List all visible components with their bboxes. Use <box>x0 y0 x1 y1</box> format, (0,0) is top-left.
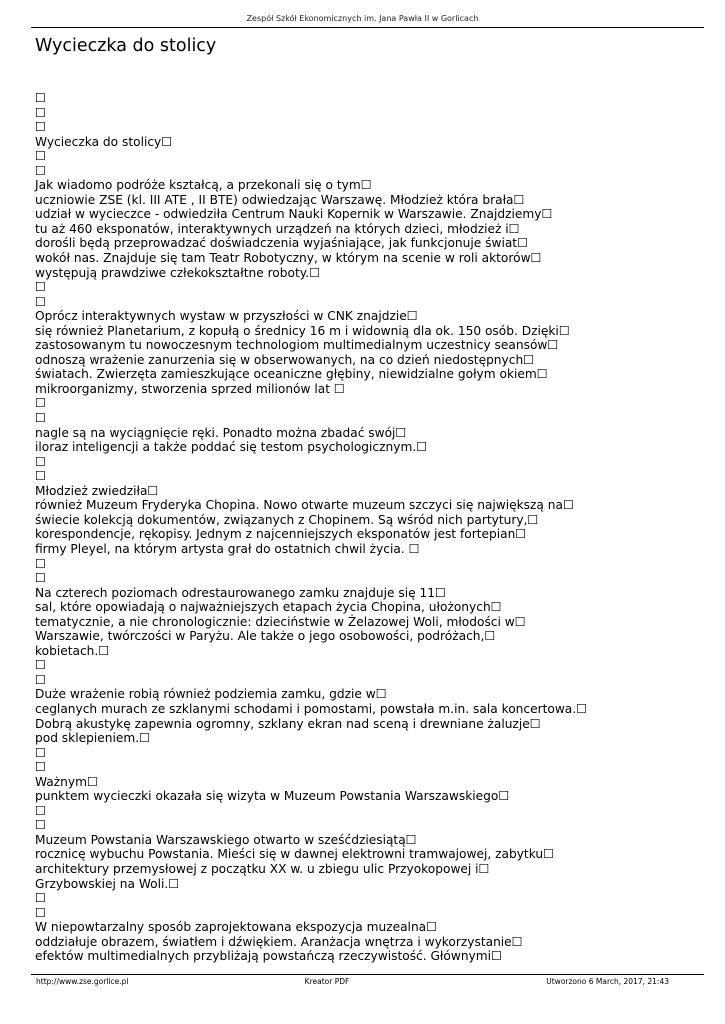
text-line: iloraz inteligencji a także poddać się testom psychologicznym.☐ <box>35 440 428 455</box>
header-divider <box>31 27 704 28</box>
text-line: świecie kolekcją dokumentów, związanych z Chopinem. Są wśród nich partytury,☐ <box>35 512 539 527</box>
text-line: światach. Zwierzęta zamieszkujące oceaniczne głębiny, niewidzialne gołym okiem☐ <box>35 367 548 382</box>
text-line: Jak wiadomo podróże kształcą, a przekonali się o tym☐ <box>35 178 372 193</box>
text-line: się również Planetarium, z kopułą o średnicy 16 m i widownią dla ok. 150 osób. Dzięki☐ <box>35 323 570 338</box>
text-line: zastosowanym tu nowoczesnym technologiom multimedialnym uczestnicy seansów☐ <box>35 338 559 353</box>
text-line: ☐ <box>35 163 46 178</box>
footer-generator: Kreator PDF <box>304 977 350 986</box>
text-line: ☐ <box>35 556 46 571</box>
text-line: Oprócz interaktywnych wystaw w przyszłości w CNK znajdzie☐ <box>35 309 418 324</box>
text-line: Ważnym☐ <box>35 774 98 789</box>
text-line: ☐ <box>35 411 46 426</box>
text-line: pod sklepieniem.☐ <box>35 731 150 746</box>
text-line: ☐ <box>35 818 46 833</box>
text-line: ☐ <box>35 294 46 309</box>
text-line: nagle są na wyciągnięcie ręki. Ponadto można zbadać swój☐ <box>35 425 407 440</box>
text-line: wokół nas. Znajduje się tam Teatr Robotyczny, w którym na scenie w roli aktorów☐ <box>35 251 542 266</box>
text-line: punktem wycieczki okazała się wizyta w Muzeum Powstania Warszawskiego☐ <box>35 789 510 804</box>
text-line: Dobrą akustykę zapewnia ogromny, szklany ekran nad sceną i drewniane żaluzje☐ <box>35 716 541 731</box>
text-line: Młodzież zwiedziła☐ <box>35 483 159 498</box>
text-line: rocznicę wybuchu Powstania. Mieści się w dawnej elektrowni tramwajowej, zabytku☐ <box>35 847 555 862</box>
text-line: architektury przemysłowej z początku XX w. u zbiegu ulic Przyokopowej i☐ <box>35 861 490 876</box>
text-line: tu aż 460 eksponatów, interaktywnych urządzeń na których dzieci, młodzież i☐ <box>35 221 520 236</box>
text-line: oddziałuje obrazem, światłem i dźwiękiem. Aranżacja wnętrza i wykorzystanie☐ <box>35 934 523 949</box>
text-line: ☐ <box>35 396 46 411</box>
footer-url: http://www.zse.gorlice.pl <box>36 977 129 986</box>
text-line: Duże wrażenie robią również podziemia zamku, gdzie w☐ <box>35 687 387 702</box>
page-title: Wycieczka do stolicy <box>35 36 217 56</box>
text-line: ☐ <box>35 454 46 469</box>
text-line: Warszawie, twórczości w Paryżu. Ale także o jego osobowości, podróżach,☐ <box>35 629 496 644</box>
text-line: ☐ <box>35 120 46 135</box>
text-line: ☐ <box>35 469 46 484</box>
article-body <box>35 91 695 964</box>
text-line: ☐ <box>35 105 46 120</box>
text-line: W niepowtarzalny sposób zaprojektowana ekspozycja muzealna☐ <box>35 920 438 935</box>
text-line: występują prawdziwe człekokształtne roboty.☐ <box>35 265 321 280</box>
text-line: tematycznie, a nie chronologicznie: dzieciństwie w Żelazowej Woli, młodości w☐ <box>35 614 526 629</box>
footer-divider <box>31 974 704 975</box>
text-line: uczniowie ZSE (kl. III ATE , II BTE) odwiedzając Warszawę. Młodzież która brała☐ <box>35 192 525 207</box>
text-line: również Muzeum Fryderyka Chopina. Nowo otwarte muzeum szczyci się największą na☐ <box>35 498 574 513</box>
text-line: ☐ <box>35 745 46 760</box>
text-line: Grzybowskiej na Woli.☐ <box>35 876 180 891</box>
text-line: sal, które opowiadają o najważniejszych etapach życia Chopina, ułożonych☐ <box>35 600 502 615</box>
text-line: Wycieczka do stolicy☐ <box>35 134 173 149</box>
text-line: kobietach.☐ <box>35 643 110 658</box>
text-line: Muzeum Powstania Warszawskiego otwarto w sześćdziesiątą☐ <box>35 832 417 847</box>
text-line: ☐ <box>35 149 46 164</box>
text-line: mikroorganizmy, stworzenia sprzed milionów lat ☐ <box>35 381 345 396</box>
text-line: udział w wycieczce - odwiedziła Centrum Nauki Kopernik w Warszawie. Znajdziemy☐ <box>35 207 553 222</box>
text-line: ☐ <box>35 91 46 105</box>
text-line: ☐ <box>35 571 46 586</box>
text-line: Na czterech poziomach odrestaurowanego zamku znajduje się 11☐ <box>35 585 446 600</box>
text-line: ☐ <box>35 760 46 775</box>
text-line: odnoszą wrażenie zanurzenia się w obserwowanych, na co dzień niedostępnych☐ <box>35 352 535 367</box>
text-line: ☐ <box>35 905 46 920</box>
text-line: ☐ <box>35 891 46 906</box>
text-line: efektów multimedialnych przybliżają powstańczą rzeczywistość. Głównymi☐ <box>35 949 502 964</box>
text-line: ☐ <box>35 280 46 295</box>
text-line: firmy Pleyel, na którym artysta grał do ostatnich chwil życia. ☐ <box>35 541 420 556</box>
text-line: korespondencje, rękopisy. Jednym z najcenniejszych eksponatów jest fortepian☐ <box>35 527 527 542</box>
text-line: ceglanych murach ze szklanymi schodami i pomostami, powstała m.in. sala koncertowa.☐ <box>35 701 588 716</box>
text-line: ☐ <box>35 672 46 687</box>
text-line: ☐ <box>35 658 46 673</box>
text-line: dorośli będą przeprowadzać doświadczenia wyjaśniające, jak funkcjonuje świat☐ <box>35 236 529 251</box>
footer-created-date: Utworzono 6 March, 2017, 21:43 <box>546 977 669 986</box>
text-line: ☐ <box>35 803 46 818</box>
page-header: Zespół Szkół Ekonomicznych im. Jana Pawła II w Gorlicach <box>246 14 479 23</box>
